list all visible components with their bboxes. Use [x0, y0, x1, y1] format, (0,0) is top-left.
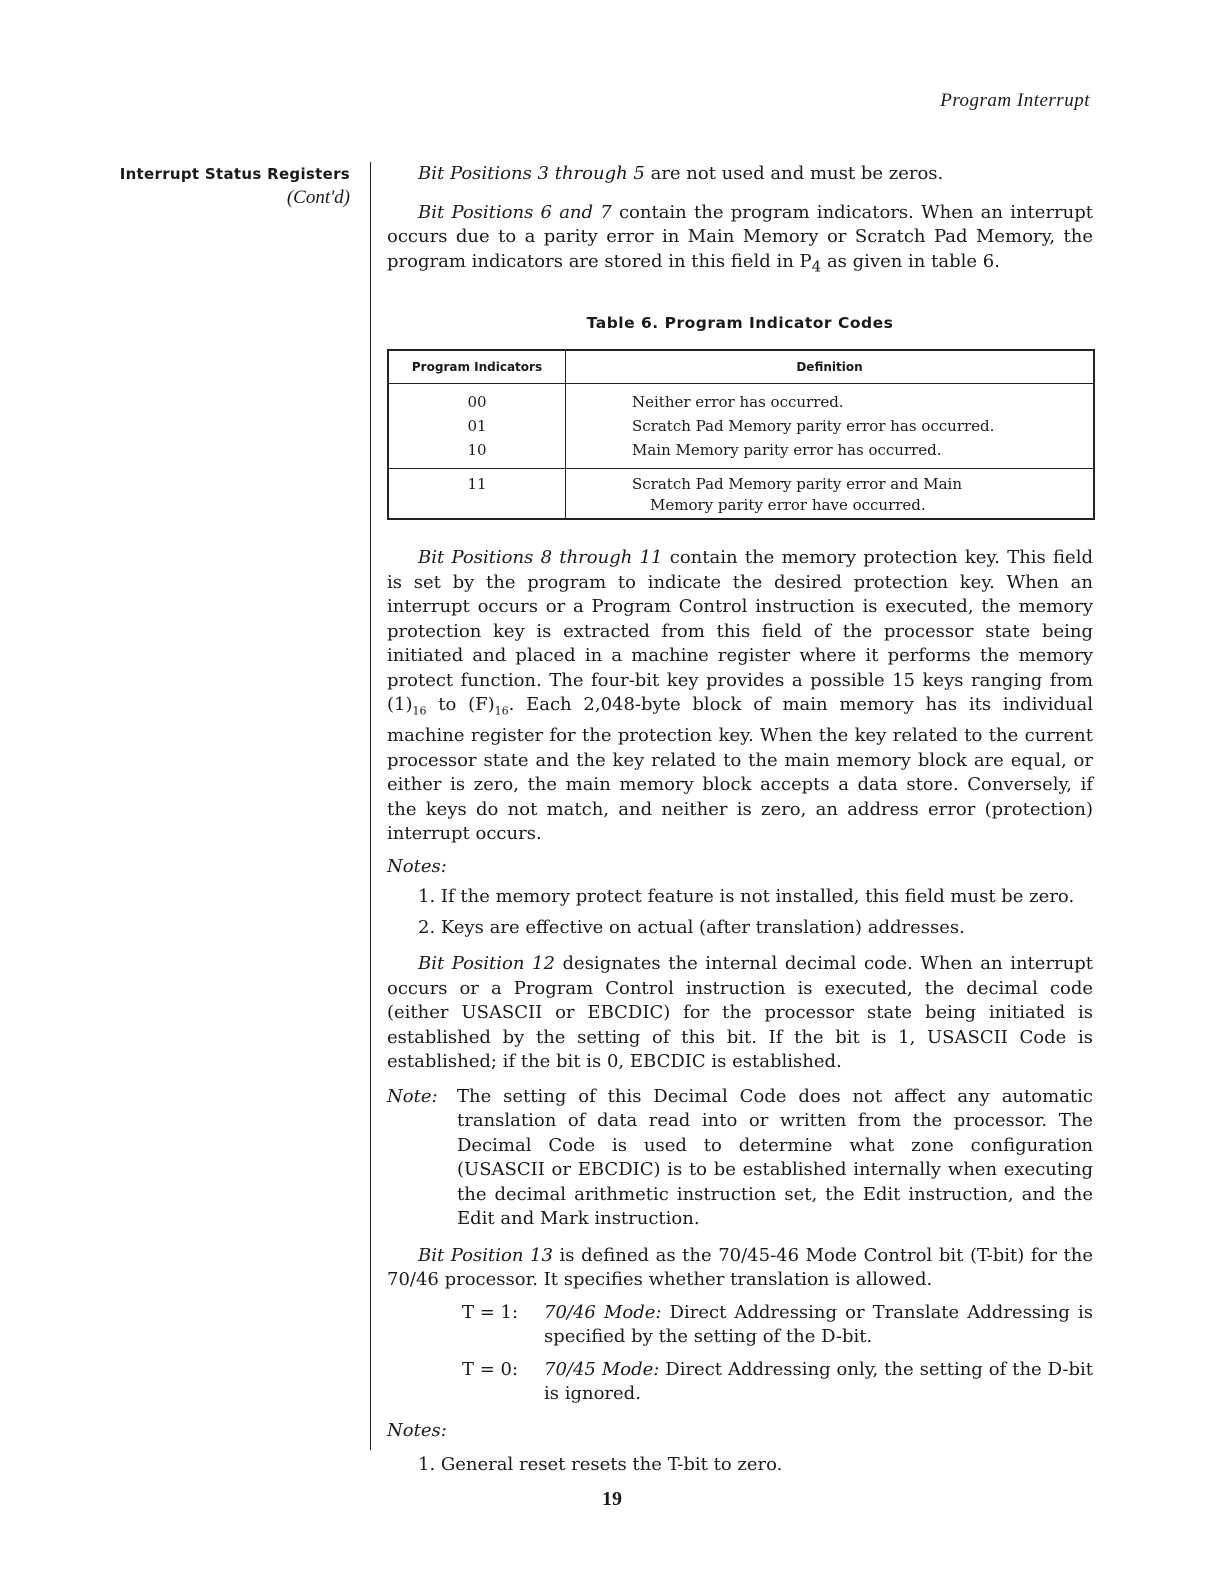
paragraph-bits-3-5: Bit Positions 3 through 5 are not used and must be zeros. [418, 163, 944, 184]
side-heading-cont: (Cont'd) [286, 187, 350, 208]
table-title: Table 6. Program Indicator Codes [586, 313, 894, 332]
note-item: 2. Keys are effective on actual (after translation) addresses. [418, 916, 965, 938]
notes-label: Notes: [387, 1419, 447, 1441]
indicator-definition: Scratch Pad Memory parity error and Main [632, 475, 962, 494]
indicator-code: 10 [467, 441, 487, 460]
running-header: Program Interrupt [940, 90, 1090, 111]
paragraph-bit-12: Bit Position 12 designates the internal decimal code. When an interrupt occurs or a Program Control instruction is executed, the decimal code (either USASCII or EBCDIC) for the processor state being initiated is established by the setting of this bit. If the bit is 1, USASCII Code is established; if the bit is 0, EBCDIC is established. [387, 953, 1094, 1073]
paragraph-bits-6-7: Bit Positions 6 and 7 contain the program indicators. When an interrupt occurs due to a parity error in Main Memory or Scratch Pad Memory, the program indicators are stored in this field in $P_4$ as given in table 6. [387, 201, 1094, 276]
margin-rule [370, 162, 371, 1450]
note-label: Note: [387, 1085, 438, 1107]
page-number: 19 [602, 1488, 622, 1510]
indicator-definition: Main Memory parity error has occurred. [632, 441, 942, 460]
table-header-row [388, 350, 1094, 384]
mode-label: 70/46 Mode: [544, 1301, 662, 1323]
main-column [387, 162, 1093, 1478]
note-text: The setting of this Decimal Code does not affect any automatic translation of data read into or written from the processor. The Decimal Code is used to determine what zone configuration (USASCII or EBCDIC) is to be established internally when executing the decimal arithmetic instruction set, the Edit instruction, and the Edit and Mark instruction. [457, 1085, 1093, 1230]
side-heading-title: Interrupt Status Registers [119, 165, 350, 183]
note-item: 1. General reset resets the T-bit to zero. [418, 1454, 783, 1476]
indicator-code: 00 [467, 393, 487, 412]
indicator-definition: Neither error has occurred. [632, 393, 844, 412]
column-header-definition: Definition [566, 350, 1095, 384]
table-row [388, 384, 1094, 469]
table-row [388, 469, 1094, 520]
paragraph-bits-8-11: Bit Positions 8 through 11 contain the memory protection key. This field is set by the program to indicate the desired protection key. When an interrupt occurs or a Program Control instruction is executed, the memory protection key is extracted from this field of the processor state being initiated and placed in a machine register where it performs the memory protect function. The four-bit key provides a possible 15 keys ranging from $(1)_{16}$ to $(F)_{16}$. Each 2,048-byte block of main memory has its individual machine register for the protection key. When the key related to the current processor state and the key related to the main memory block are equal, or either is zero, the main memory block accepts a data store. Conversely, if the keys do not match, and neither is zero, an address error (protection) interrupt occurs. [387, 547, 1093, 845]
indicator-code: 11 [467, 475, 487, 494]
t-condition: T = 1: [462, 1301, 519, 1323]
notes-label: Notes: [387, 855, 447, 877]
column-header-code: Program Indicators [388, 350, 566, 384]
indicator-definition-cont: Memory parity error have occurred. [650, 496, 926, 515]
t-bit-value: T = 1: 70/46 Mode: Direct Addressing or Translate Addressing is specified by the setting of the D-bit. [387, 1301, 1093, 1350]
paragraph-bit-13: Bit Position 13 is defined as the 70/45-46 Mode Control bit (T-bit) for the 70/46 processor. It specifies whether translation is allowed. [387, 1244, 1094, 1291]
t-condition: T = 0: [462, 1358, 519, 1380]
indicator-definition: Scratch Pad Memory parity error has occurred. [632, 417, 995, 436]
t-bit-value: T = 0: 70/45 Mode: Direct Addressing only, the setting of the D-bit is ignored. [387, 1358, 1093, 1407]
side-heading [100, 164, 350, 209]
decimal-code-note [387, 1085, 1093, 1232]
indicator-code: 01 [467, 417, 487, 436]
note-item: 1. If the memory protect feature is not installed, this field must be zero. [418, 886, 1075, 908]
mode-label: 70/45 Mode: [544, 1358, 660, 1380]
program-indicator-table [387, 349, 1095, 520]
